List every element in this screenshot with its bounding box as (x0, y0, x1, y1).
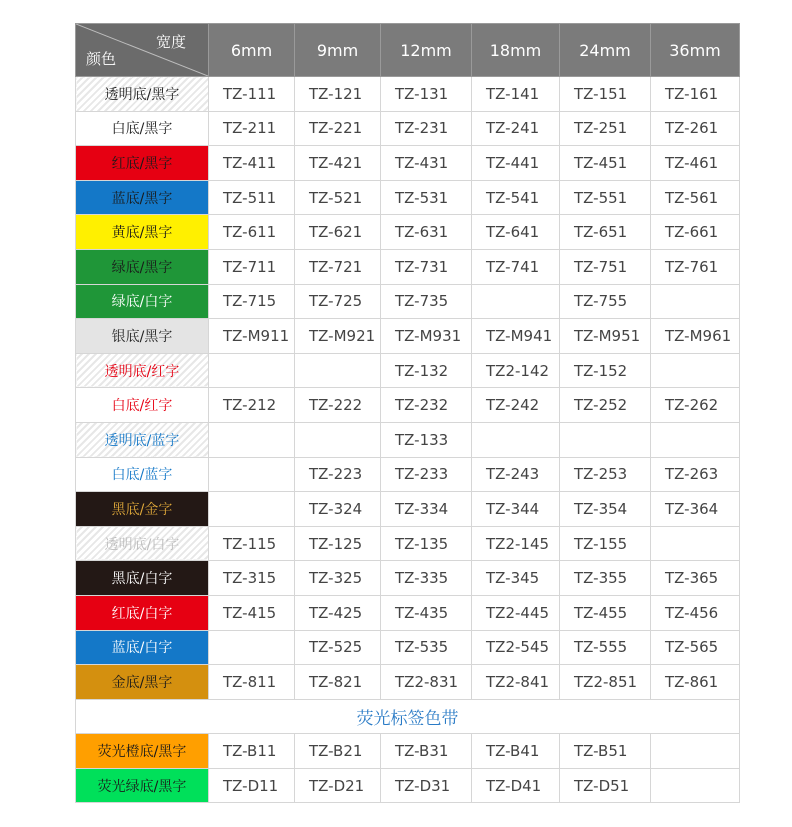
table-row (76, 353, 740, 388)
table-row (76, 665, 740, 700)
model-code-cell: TZ-811 (209, 665, 295, 700)
model-code-cell (295, 422, 381, 457)
model-code-cell (651, 353, 740, 388)
model-code-cell: TZ-125 (295, 526, 381, 561)
model-code-cell: TZ-243 (472, 457, 560, 492)
color-swatch-label: 红底/白字 (76, 595, 209, 630)
model-code-cell: TZ-425 (295, 595, 381, 630)
size-header-18mm: 18mm (472, 24, 560, 77)
color-swatch-label: 黑底/白字 (76, 561, 209, 596)
size-header-36mm: 36mm (651, 24, 740, 77)
size-header-6mm: 6mm (209, 24, 295, 77)
table-row (76, 422, 740, 457)
model-code-cell (209, 492, 295, 527)
table-row (76, 111, 740, 146)
table-row (76, 526, 740, 561)
model-code-cell: TZ2-545 (472, 630, 560, 665)
model-code-cell: TZ-335 (381, 561, 472, 596)
model-code-cell: TZ-651 (560, 215, 651, 250)
model-code-cell: TZ-334 (381, 492, 472, 527)
color-swatch-label: 白底/红字 (76, 388, 209, 423)
model-code-cell (209, 457, 295, 492)
model-code-cell: TZ-212 (209, 388, 295, 423)
model-code-cell: TZ-354 (560, 492, 651, 527)
color-swatch-label: 银底/黑字 (76, 319, 209, 354)
model-code-cell: TZ-821 (295, 665, 381, 700)
table-row (76, 180, 740, 215)
header-row (76, 24, 740, 77)
model-code-cell: TZ-261 (651, 111, 740, 146)
model-code-cell: TZ-455 (560, 595, 651, 630)
model-code-cell: TZ-555 (560, 630, 651, 665)
model-code-cell: TZ-D41 (472, 768, 560, 803)
model-code-cell (472, 422, 560, 457)
model-code-cell: TZ-711 (209, 249, 295, 284)
model-code-cell: TZ-B51 (560, 734, 651, 769)
model-code-cell (209, 630, 295, 665)
model-code-cell: TZ-151 (560, 77, 651, 112)
model-code-cell (472, 284, 560, 319)
model-code-cell: TZ-253 (560, 457, 651, 492)
color-label: 颜色 (86, 50, 117, 68)
size-header-12mm: 12mm (381, 24, 472, 77)
model-code-cell: TZ-741 (472, 249, 560, 284)
section-title: 荧光标签色带 (76, 699, 740, 734)
model-code-cell: TZ-M951 (560, 319, 651, 354)
model-code-cell: TZ-231 (381, 111, 472, 146)
model-code-cell (209, 353, 295, 388)
model-code-cell: TZ2-445 (472, 595, 560, 630)
model-code-cell: TZ-531 (381, 180, 472, 215)
model-code-cell: TZ-344 (472, 492, 560, 527)
model-code-cell: TZ-661 (651, 215, 740, 250)
model-code-cell: TZ-715 (209, 284, 295, 319)
model-code-cell: TZ-551 (560, 180, 651, 215)
model-code-cell: TZ-M961 (651, 319, 740, 354)
model-code-cell (209, 422, 295, 457)
color-swatch-label: 白底/蓝字 (76, 457, 209, 492)
model-code-cell: TZ-611 (209, 215, 295, 250)
size-header-9mm: 9mm (295, 24, 381, 77)
table-row (76, 77, 740, 112)
model-code-cell: TZ-725 (295, 284, 381, 319)
color-swatch-label: 透明底/红字 (76, 353, 209, 388)
model-code-cell: TZ-461 (651, 146, 740, 181)
color-swatch-label: 透明底/蓝字 (76, 422, 209, 457)
model-code-cell: TZ-115 (209, 526, 295, 561)
table-row (76, 146, 740, 181)
table-row (76, 215, 740, 250)
model-code-cell: TZ-133 (381, 422, 472, 457)
model-code-cell: TZ-631 (381, 215, 472, 250)
model-code-cell: TZ-755 (560, 284, 651, 319)
model-code-cell: TZ-141 (472, 77, 560, 112)
model-code-cell: TZ-D31 (381, 768, 472, 803)
model-code-cell: TZ-761 (651, 249, 740, 284)
model-code-cell: TZ-561 (651, 180, 740, 215)
model-code-cell: TZ-263 (651, 457, 740, 492)
model-code-cell: TZ-535 (381, 630, 472, 665)
model-code-cell: TZ-B41 (472, 734, 560, 769)
model-code-cell (651, 284, 740, 319)
model-code-cell: TZ-M921 (295, 319, 381, 354)
model-code-cell: TZ-421 (295, 146, 381, 181)
model-code-cell: TZ-M941 (472, 319, 560, 354)
table-row (76, 734, 740, 769)
model-code-cell: TZ2-831 (381, 665, 472, 700)
model-code-cell: TZ-B21 (295, 734, 381, 769)
model-code-cell: TZ-435 (381, 595, 472, 630)
model-code-cell (651, 422, 740, 457)
model-code-cell: TZ-223 (295, 457, 381, 492)
model-code-cell: TZ2-145 (472, 526, 560, 561)
model-code-cell (651, 526, 740, 561)
model-code-cell: TZ-262 (651, 388, 740, 423)
model-code-cell: TZ-456 (651, 595, 740, 630)
model-code-cell: TZ-D21 (295, 768, 381, 803)
color-swatch-label: 黑底/金字 (76, 492, 209, 527)
table-body (76, 77, 740, 803)
table-row (76, 319, 740, 354)
model-code-cell: TZ-521 (295, 180, 381, 215)
model-code-cell: TZ-135 (381, 526, 472, 561)
model-code-cell: TZ-861 (651, 665, 740, 700)
model-code-cell: TZ-411 (209, 146, 295, 181)
model-code-cell: TZ-B31 (381, 734, 472, 769)
table-row (76, 457, 740, 492)
model-code-cell: TZ-735 (381, 284, 472, 319)
model-code-cell: TZ-511 (209, 180, 295, 215)
header-corner-cell (76, 24, 209, 77)
width-label: 宽度 (155, 33, 186, 51)
model-code-cell: TZ-431 (381, 146, 472, 181)
table-row (76, 492, 740, 527)
model-code-cell: TZ-152 (560, 353, 651, 388)
model-code-cell: TZ-M911 (209, 319, 295, 354)
table-row (76, 768, 740, 803)
model-code-cell (651, 734, 740, 769)
color-swatch-label: 金底/黑字 (76, 665, 209, 700)
model-code-cell: TZ-364 (651, 492, 740, 527)
model-code-cell: TZ-324 (295, 492, 381, 527)
table-row (76, 388, 740, 423)
color-swatch-label: 绿底/白字 (76, 284, 209, 319)
model-code-cell: TZ2-142 (472, 353, 560, 388)
model-code-cell: TZ-221 (295, 111, 381, 146)
model-code-cell: TZ-751 (560, 249, 651, 284)
model-code-cell: TZ-M931 (381, 319, 472, 354)
table-row (76, 561, 740, 596)
model-code-cell: TZ-232 (381, 388, 472, 423)
color-swatch-label: 绿底/黑字 (76, 249, 209, 284)
model-code-cell: TZ-161 (651, 77, 740, 112)
model-code-cell: TZ2-841 (472, 665, 560, 700)
model-code-cell: TZ-365 (651, 561, 740, 596)
model-code-cell: TZ-252 (560, 388, 651, 423)
model-code-cell: TZ-451 (560, 146, 651, 181)
model-code-cell: TZ-111 (209, 77, 295, 112)
color-swatch-label: 透明底/黑字 (76, 77, 209, 112)
model-code-cell (560, 422, 651, 457)
color-swatch-label: 荧光橙底/黑字 (76, 734, 209, 769)
table-row (76, 630, 740, 665)
model-code-cell: TZ-415 (209, 595, 295, 630)
table-row (76, 249, 740, 284)
tape-spec-table (75, 23, 740, 803)
model-code-cell: TZ-621 (295, 215, 381, 250)
model-code-cell: TZ-211 (209, 111, 295, 146)
model-code-cell: TZ-132 (381, 353, 472, 388)
model-code-cell (295, 353, 381, 388)
model-code-cell: TZ-355 (560, 561, 651, 596)
model-code-cell: TZ-233 (381, 457, 472, 492)
model-code-cell: TZ-641 (472, 215, 560, 250)
color-swatch-label: 红底/黑字 (76, 146, 209, 181)
model-code-cell: TZ-525 (295, 630, 381, 665)
model-code-cell: TZ-121 (295, 77, 381, 112)
model-code-cell: TZ-565 (651, 630, 740, 665)
model-code-cell: TZ-D11 (209, 768, 295, 803)
model-code-cell (651, 768, 740, 803)
size-header-24mm: 24mm (560, 24, 651, 77)
model-code-cell: TZ-441 (472, 146, 560, 181)
model-code-cell: TZ-242 (472, 388, 560, 423)
model-code-cell: TZ-B11 (209, 734, 295, 769)
model-code-cell: TZ-315 (209, 561, 295, 596)
color-swatch-label: 蓝底/白字 (76, 630, 209, 665)
model-code-cell: TZ-D51 (560, 768, 651, 803)
model-code-cell: TZ-345 (472, 561, 560, 596)
model-code-cell: TZ-251 (560, 111, 651, 146)
model-code-cell: TZ-222 (295, 388, 381, 423)
color-swatch-label: 白底/黑字 (76, 111, 209, 146)
table-row (76, 284, 740, 319)
color-swatch-label: 黄底/黑字 (76, 215, 209, 250)
model-code-cell: TZ-541 (472, 180, 560, 215)
model-code-cell: TZ-241 (472, 111, 560, 146)
model-code-cell: TZ-131 (381, 77, 472, 112)
color-swatch-label: 荧光绿底/黑字 (76, 768, 209, 803)
model-code-cell: TZ-721 (295, 249, 381, 284)
model-code-cell: TZ-155 (560, 526, 651, 561)
model-code-cell: TZ-325 (295, 561, 381, 596)
model-code-cell: TZ-731 (381, 249, 472, 284)
model-code-cell: TZ2-851 (560, 665, 651, 700)
color-swatch-label: 蓝底/黑字 (76, 180, 209, 215)
color-swatch-label: 透明底/白字 (76, 526, 209, 561)
section-row (76, 699, 740, 734)
table-row (76, 595, 740, 630)
